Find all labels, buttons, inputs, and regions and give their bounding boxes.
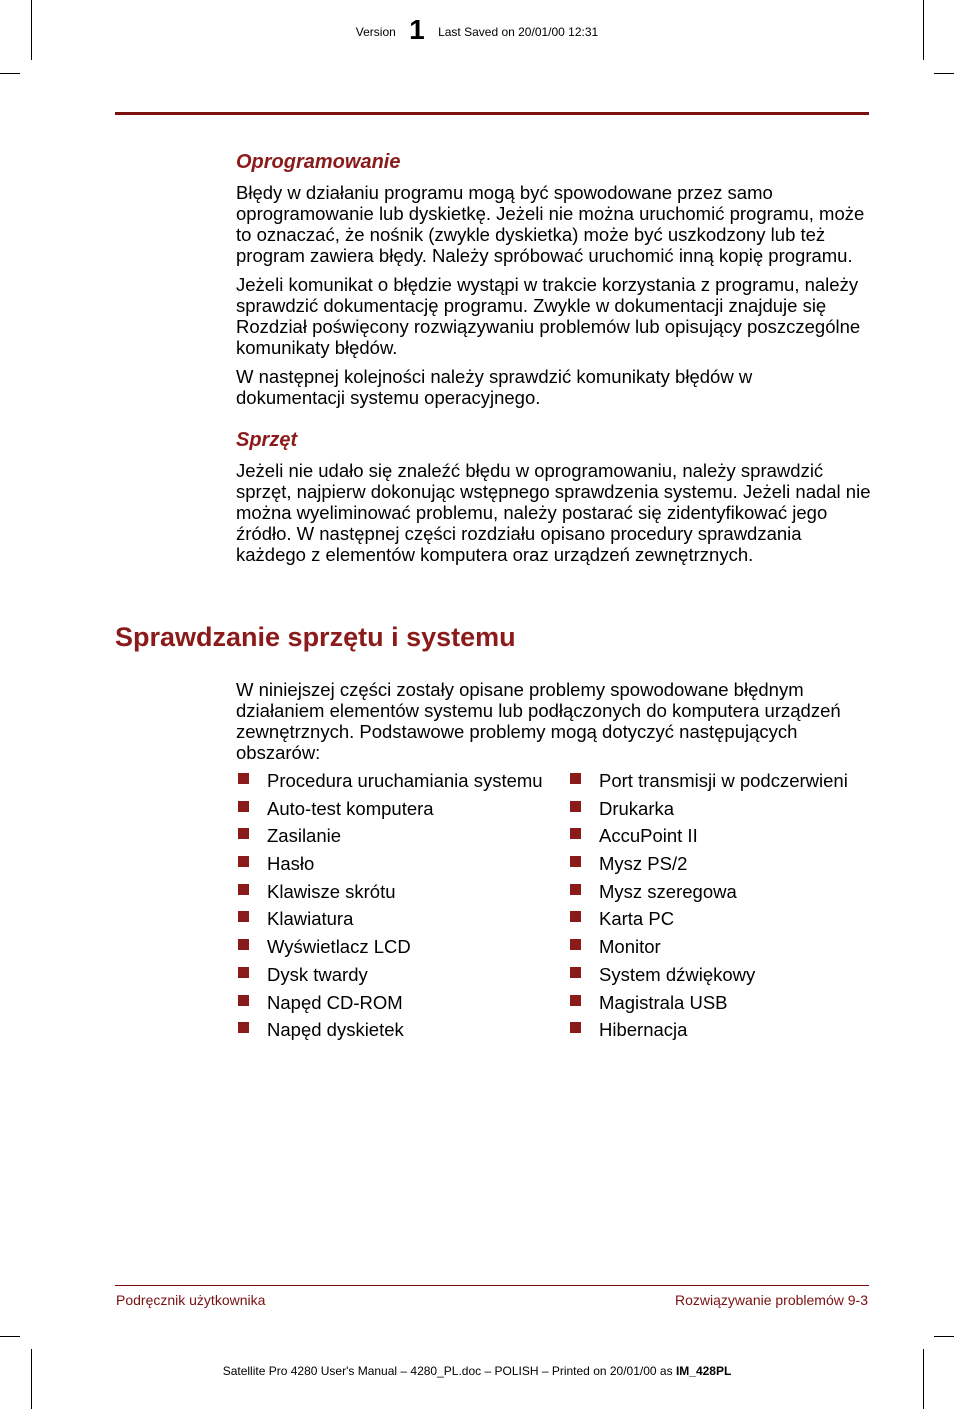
list-item xyxy=(236,990,566,1018)
square-bullet-icon xyxy=(238,884,249,895)
section-title: Sprawdzanie sprzętu i systemu xyxy=(115,622,516,652)
list-item xyxy=(236,851,566,879)
square-bullet-icon xyxy=(238,995,249,1006)
square-bullet-icon xyxy=(570,939,581,950)
crop-mark xyxy=(934,1336,954,1337)
square-bullet-icon xyxy=(238,828,249,839)
list-item xyxy=(236,879,566,907)
list-item-label: Klawiatura xyxy=(267,908,354,930)
software-paragraph: W następnej kolejności należy sprawdzić komunikaty błędów w dokumentacji systemu operacyjnego. xyxy=(236,366,753,408)
list-item-label: Dysk twardy xyxy=(267,963,368,985)
list-item xyxy=(568,823,868,851)
list-item xyxy=(568,990,868,1018)
body-content xyxy=(236,148,876,573)
hardware-heading: Sprzęt xyxy=(236,429,298,451)
list-item-label: Procedura uruchamiania systemu xyxy=(267,770,543,791)
square-bullet-icon xyxy=(570,801,581,812)
square-bullet-icon xyxy=(570,1022,581,1033)
list-item xyxy=(236,823,566,851)
square-bullet-icon xyxy=(570,967,581,978)
list-item-label: Magistrala USB xyxy=(599,991,728,1013)
square-bullet-icon xyxy=(238,856,249,867)
version-header xyxy=(0,13,954,47)
crop-mark xyxy=(0,73,20,74)
list-item-label: Auto-test komputera xyxy=(267,797,434,819)
square-bullet-icon xyxy=(570,856,581,867)
list-item xyxy=(236,962,566,990)
last-saved: Last Saved on 20/01/00 12:31 xyxy=(438,24,599,39)
list-item xyxy=(236,1017,566,1045)
list-item-label: Karta PC xyxy=(599,908,675,930)
square-bullet-icon xyxy=(570,828,581,839)
square-bullet-icon xyxy=(238,773,249,784)
list-item xyxy=(568,1017,868,1045)
list-item xyxy=(568,906,868,934)
square-bullet-icon xyxy=(570,911,581,922)
print-info xyxy=(0,1363,954,1379)
crop-mark xyxy=(0,1336,20,1337)
list-item xyxy=(236,934,566,962)
list-item xyxy=(568,879,868,907)
software-paragraph: Błędy w działaniu programu mogą być spowodowane przez samo oprogramowanie lub dyskietkę. Jeżeli nie można uruchomić programu, może to oznaczać, że nośnik (zwykle dyskietka) może być uszkodzony lub też program zawiera błędy. Należy spróbować uruchomić inną kopię programu. xyxy=(236,182,865,266)
list-item-label: Klawisze skrótu xyxy=(267,880,396,902)
list-item xyxy=(568,768,868,796)
square-bullet-icon xyxy=(238,1022,249,1033)
check-list-right xyxy=(568,768,868,1045)
print-info-text: Satellite Pro 4280 User's Manual – 4280_PL.doc – POLISH – Printed on 20/01/00 as xyxy=(222,1364,676,1378)
header-rule xyxy=(115,112,869,115)
square-bullet-icon xyxy=(570,773,581,784)
list-item-label: Napęd dyskietek xyxy=(267,1019,404,1041)
list-item xyxy=(568,851,868,879)
list-item xyxy=(236,906,566,934)
crop-mark xyxy=(934,73,954,74)
version-label: Version xyxy=(355,24,396,39)
version-number: 1 xyxy=(409,13,425,45)
hardware-paragraph: Jeżeli nie udało się znaleźć błędu w oprogramowaniu, należy sprawdzić sprzęt, najpierw dokonując wstępnego sprawdzenia systemu. Jeżeli nadal nie można wyeliminować problemu, należy postarać się zidentyfikować jego źródło. W następnej części rozdziału opisano procedury sprawdzania każdego z elementów komputera oraz urządzeń zewnętrznych. xyxy=(236,460,871,565)
square-bullet-icon xyxy=(238,801,249,812)
list-item-label: Monitor xyxy=(599,936,661,958)
crop-mark xyxy=(923,1349,924,1409)
list-item-label: Hibernacja xyxy=(599,1019,688,1041)
square-bullet-icon xyxy=(238,911,249,922)
footer-rule xyxy=(115,1285,869,1286)
square-bullet-icon xyxy=(570,884,581,895)
list-item-label: Napęd CD-ROM xyxy=(267,991,403,1013)
footer-manual-title: Podręcznik użytkownika xyxy=(116,1292,266,1308)
list-item-label: Mysz szeregowa xyxy=(599,880,737,902)
list-item xyxy=(568,934,868,962)
footer-page-number: Rozwiązywanie problemów 9-3 xyxy=(675,1292,868,1308)
square-bullet-icon xyxy=(238,939,249,950)
list-item-label: Wyświetlacz LCD xyxy=(267,936,411,958)
software-heading: Oprogramowanie xyxy=(236,151,401,173)
print-info-code: IM_428PL xyxy=(675,1364,732,1378)
section-intro: W niniejszej części zostały opisane problemy spowodowane błędnym działaniem elementów systemu lub podłączonych do komputera urządzeń zewnętrznych. Podstawowe problemy mogą dotyczyć następujących obszarów: xyxy=(236,679,841,763)
square-bullet-icon xyxy=(238,967,249,978)
check-list-left xyxy=(236,768,566,1045)
list-item-label: Drukarka xyxy=(599,797,675,819)
crop-mark xyxy=(31,1349,32,1409)
list-item-label: Zasilanie xyxy=(267,825,342,847)
list-item xyxy=(236,796,566,824)
list-item-label: AccuPoint II xyxy=(599,825,698,847)
list-item xyxy=(568,796,868,824)
square-bullet-icon xyxy=(570,995,581,1006)
list-item-label: Mysz PS/2 xyxy=(599,853,688,875)
list-item-label: System dźwiękowy xyxy=(599,963,756,985)
list-item xyxy=(568,962,868,990)
list-item-label: Port transmisji w podczerwieni xyxy=(599,770,848,791)
list-item-label: Hasło xyxy=(267,853,315,875)
software-paragraph: Jeżeli komunikat o błędzie wystąpi w trakcie korzystania z programu, należy sprawdzić dokumentację programu. Zwykle w dokumentacji znajduje się Rozdział poświęcony rozwiązywaniu problemów lub opisujący poszczególne komunikaty błędów. xyxy=(236,274,861,358)
list-item xyxy=(236,768,566,796)
